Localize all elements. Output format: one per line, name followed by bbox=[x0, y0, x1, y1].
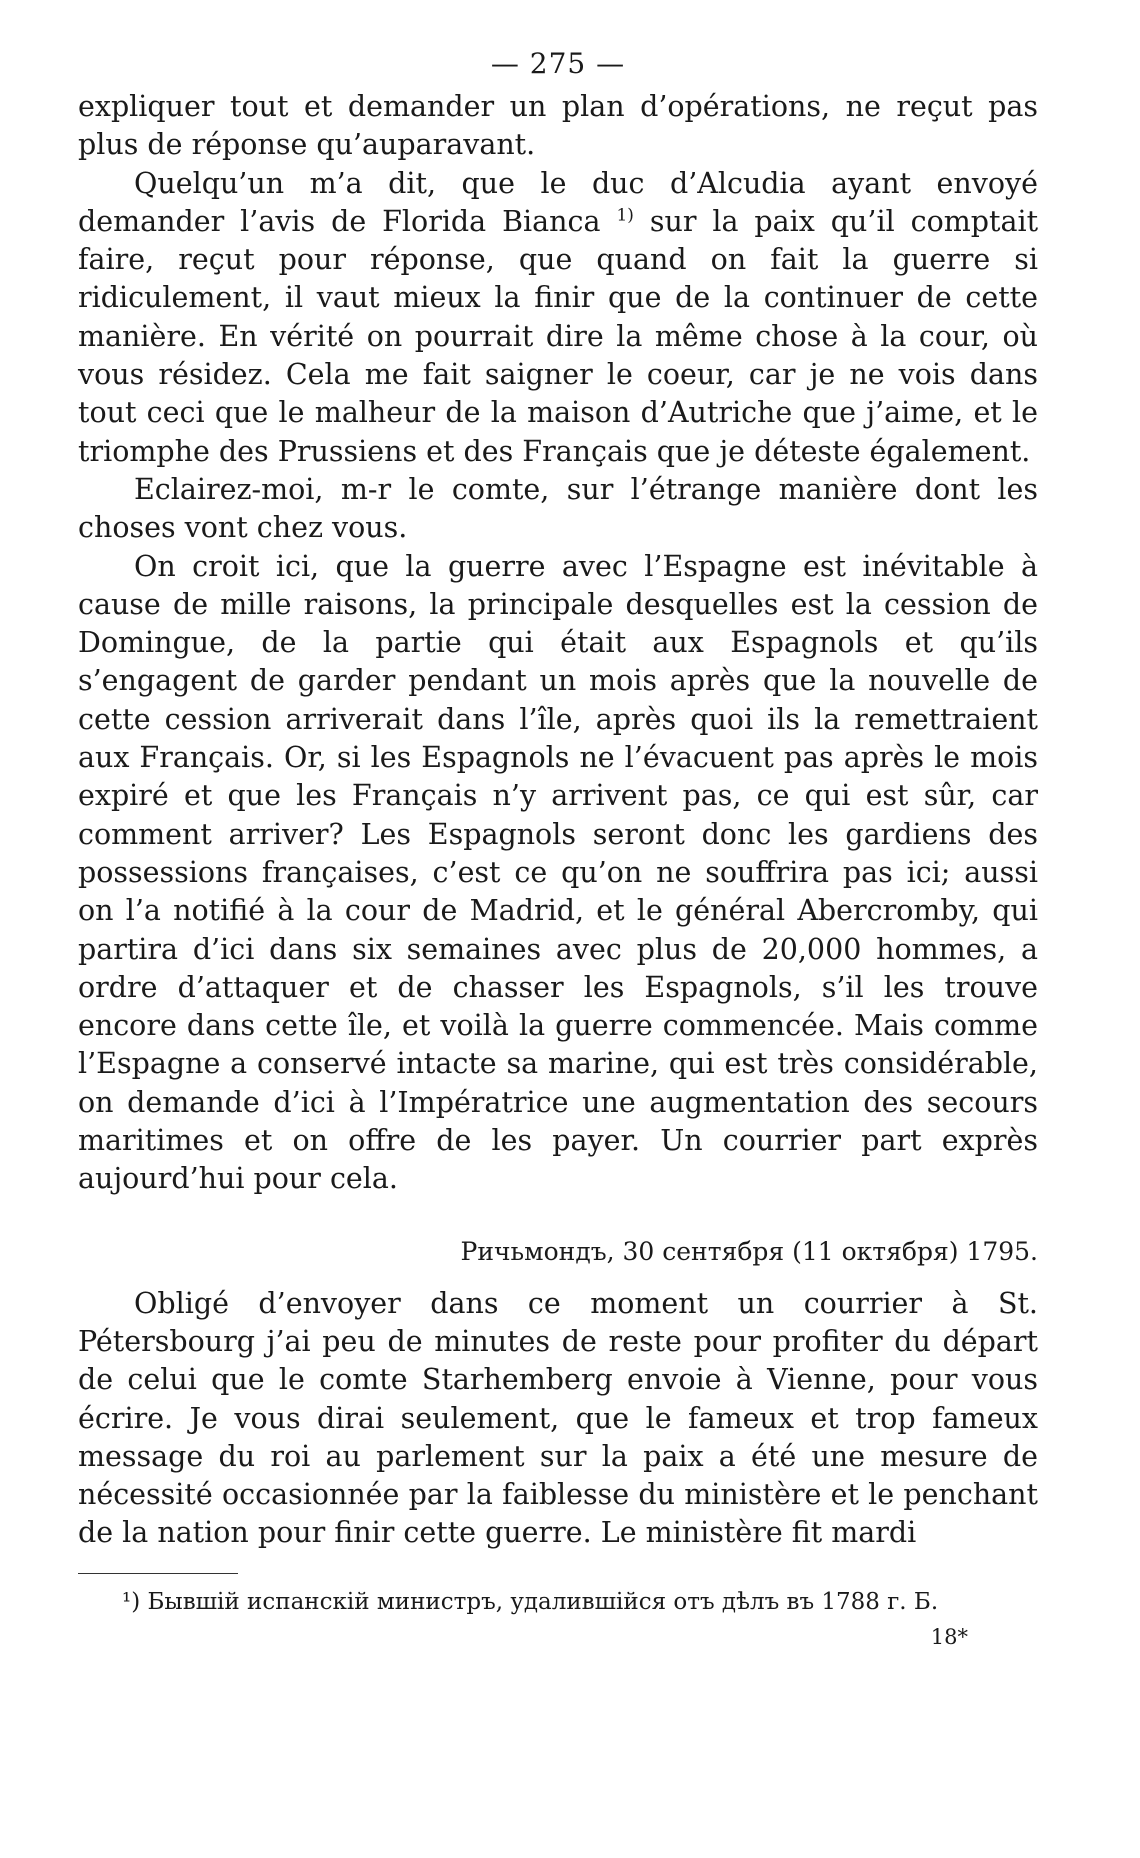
footnote-divider bbox=[78, 1573, 238, 1574]
paragraph-continuation: expliquer tout et demander un plan d’opérations, ne reçut pas plus de réponse qu’auparavant. bbox=[78, 90, 1038, 162]
paragraph-letter: Obligé d’envoyer dans ce moment un courrier à St. Pétersbourg j’ai peu de minutes de reste pour profiter du départ de celui que le comte Starhemberg envoie à Vienne, pour vous écrire. Je vous dirai seulement, que le fameux et trop fameux message du roi au parlement sur la paix a été une mesure de nécessité occasionnée par la faiblesse du ministère et le penchant de la nation pour finir cette guerre. Le ministère fit mardi bbox=[78, 1286, 1038, 1550]
footnote: ¹) Бывшій испанскій министръ, удалившійся отъ дѣлъ въ 1788 г. Б. bbox=[122, 1588, 939, 1615]
footnote-reference: 1) bbox=[616, 205, 634, 226]
paragraph-alcudia bbox=[78, 165, 1038, 471]
paragraph-alcudia-start: Quelqu’un m’a dit, que le duc d’Alcudia ayant envoyé demander l’avis de Florida Bianca bbox=[78, 166, 1038, 238]
letter-text bbox=[78, 1285, 1038, 1553]
signature-mark: 18* bbox=[930, 1624, 968, 1649]
paragraph-eclairez: Eclairez-moi, m-r le comte, sur l’étrange manière dont les choses vont chez vous. bbox=[78, 472, 1038, 545]
book-page bbox=[78, 44, 1038, 1652]
paragraph-alcudia-rest: sur la paix qu’il comptait faire, reçut pour réponse, que quand on fait la guerre si ridiculement, il vaut mieux la finir que de la continuer de cette manière. En vérité on pourrait dire la même chose à la cour, où vous résidez. Cela me fait saigner le coeur, car je ne vois dans tout ceci que le malheur de la maison d’Autriche que j’aime, et le triomphe des Prussiens et des Français que je déteste également. bbox=[78, 204, 1039, 468]
letter-date-line: Ричьмондъ, 30 сентября (11 октября) 1795. bbox=[460, 1236, 1038, 1266]
paragraph-espagne: On croit ici, que la guerre avec l’Espagne est inévitable à cause de mille raisons, la principale desquelles est la cession de Domingue, de la partie qui était aux Espagnols et qu’ils s’engagent de garder pendant un mois après que la nouvelle de cette cession arriverait dans l’île, après quoi ils la remettraient aux Français. Or, si les Espagnols ne l’évacuent pas après le mois expiré et que les Français n’y arrivent pas, ce qui est sûr, car comment arriver? Les Espagnols seront donc les gardiens des possessions françaises, c’est ce qu’on ne souffrira pas ici; aussi on l’a notifié à la cour de Madrid, et le général Abercromby, qui partira d’ici dans six semaines avec plus de 20,000 hommes, a ordre d’attaquer et de chasser les Espagnols, s’il les trouve encore dans cette île, et voilà la guerre commencée. Mais comme l’Espagne a conservé intacte sa marine, qui est très considérable, on demande d’ici à l’Impératrice une augmentation des secours maritimes et on offre de les payer. Un courrier part exprès aujourd’hui pour cela. bbox=[78, 549, 1038, 1196]
page-number: — 275 — bbox=[490, 47, 626, 80]
main-text bbox=[78, 88, 1038, 1199]
